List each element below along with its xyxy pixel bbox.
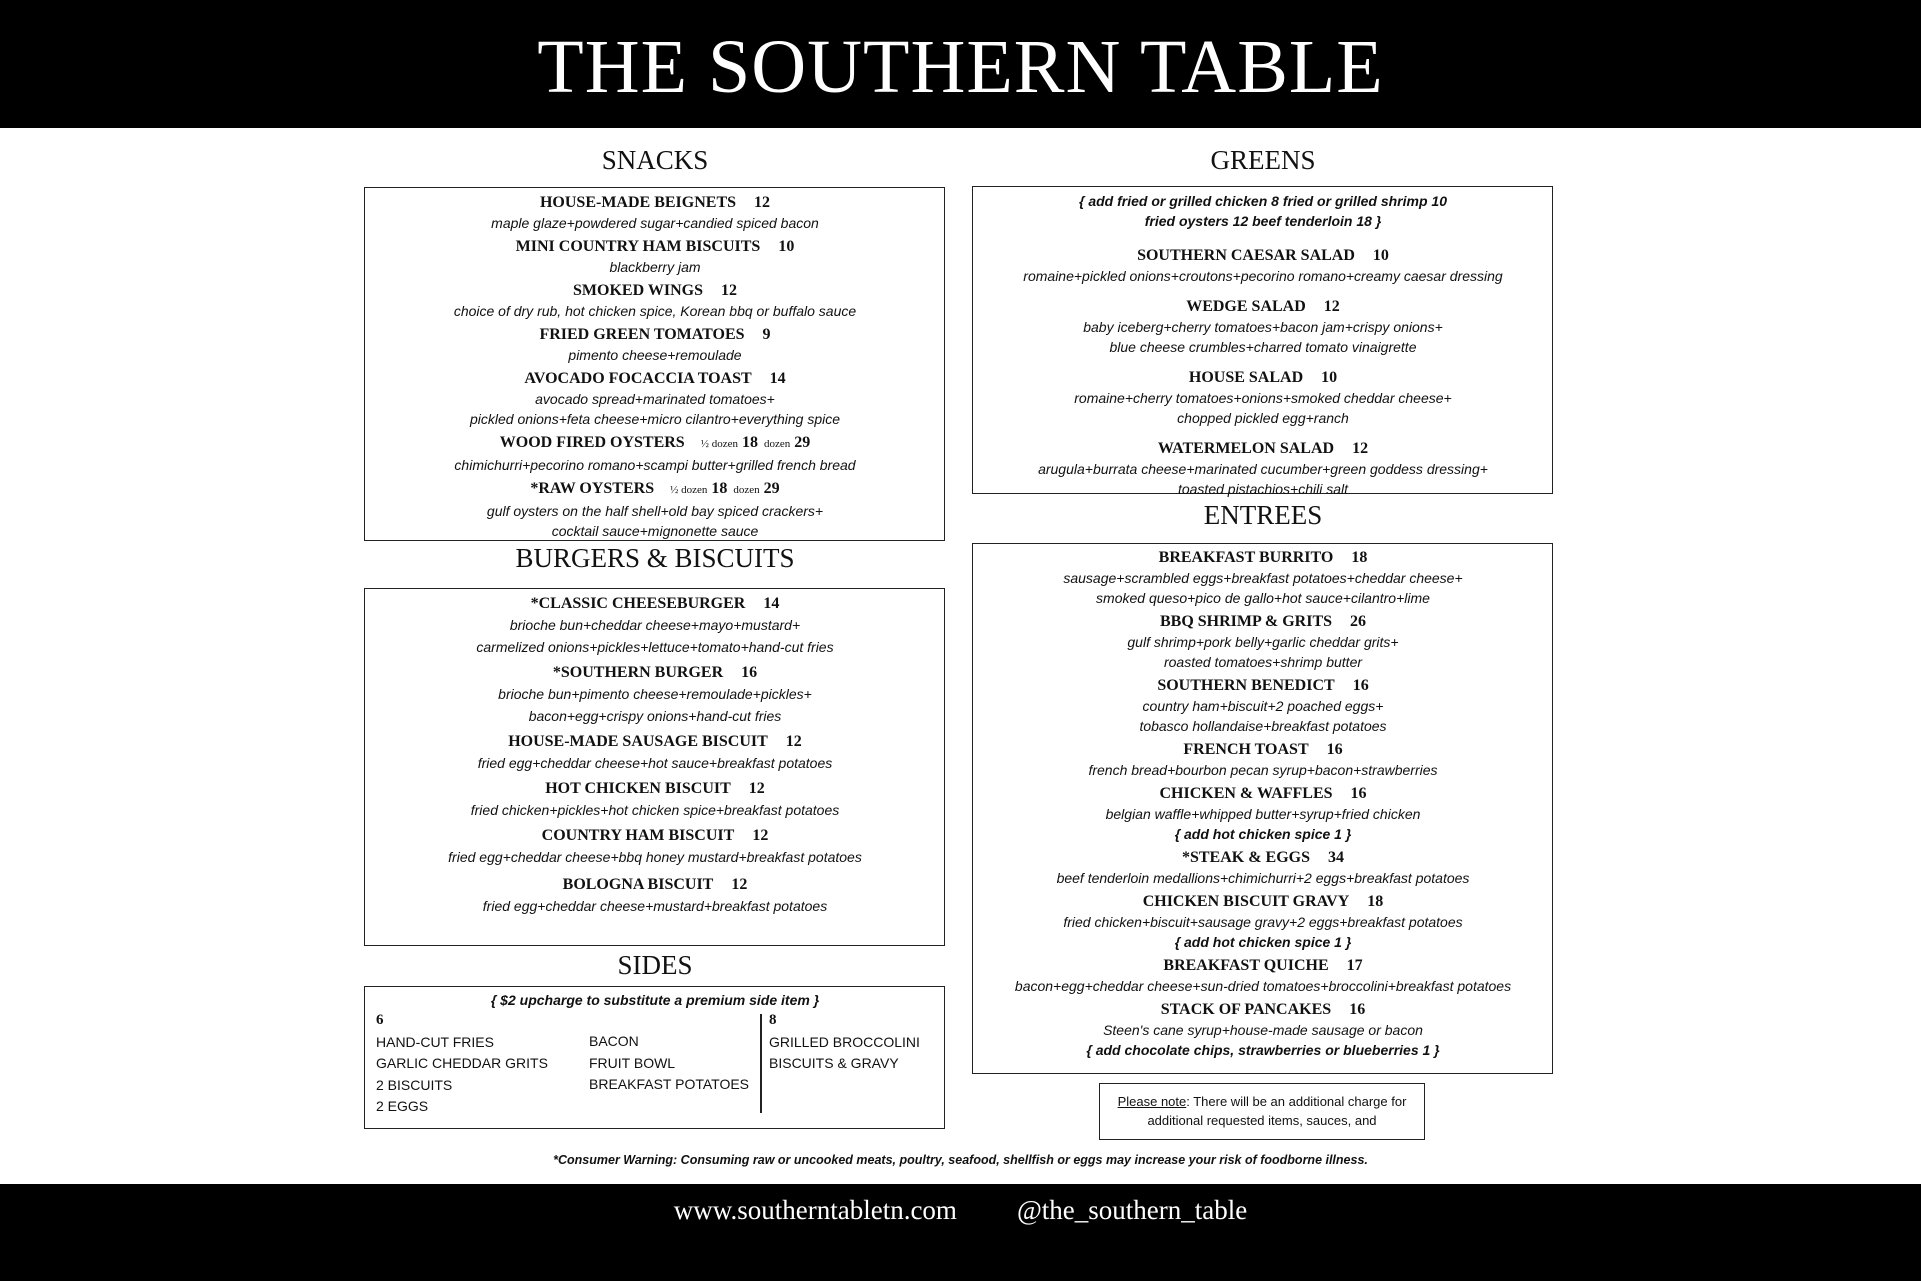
- menu-item-name: *RAW OYSTERS: [530, 480, 655, 497]
- burgers-list: [365, 593, 945, 920]
- menu-item-title: [973, 438, 1553, 459]
- menu-item-title: [973, 296, 1553, 317]
- burgers-title: BURGERS & BISCUITS: [515, 543, 795, 573]
- menu-item-name: *SOUTHERN BURGER: [552, 664, 724, 681]
- menu-item-description: carmelized onions+pickles+lettuce+tomato+hand-cut fries: [476, 639, 834, 655]
- menu-item-title: [365, 324, 945, 345]
- menu-item-name: AVOCADO FOCACCIA TOAST: [524, 370, 752, 387]
- please-note-label: Please note: [1117, 1094, 1187, 1109]
- menu-item-title: [973, 611, 1553, 632]
- menu-item-description: avocado spread+marinated tomatoes+: [535, 391, 775, 407]
- menu-item-name: CHICKEN & WAFFLES: [1159, 785, 1333, 802]
- side-item: BISCUITS & GRAVY: [769, 1055, 899, 1071]
- menu-item-name: CHICKEN BISCUIT GRAVY: [1142, 893, 1350, 910]
- menu-item-price: 12: [748, 780, 765, 797]
- sides-upcharge-note: { $2 upcharge to substitute a premium side item }: [490, 992, 820, 1008]
- side-item: 2 EGGS: [376, 1098, 429, 1114]
- sides-col-8: [769, 1010, 920, 1075]
- menu-item-name: HOUSE SALAD: [1188, 369, 1304, 386]
- menu-item-description: brioche bun+cheddar cheese+mayo+mustard+: [509, 617, 801, 633]
- side-item: GARLIC CHEDDAR GRITS: [376, 1055, 548, 1071]
- menu-item-description: gulf shrimp+pork belly+garlic cheddar grits+: [1127, 634, 1399, 650]
- greens-list: [973, 191, 1553, 502]
- menu-item-title: [365, 236, 945, 257]
- menu-item-description: Steen's cane syrup+house-made sausage or bacon: [1103, 1022, 1423, 1038]
- menu-item-title: [973, 783, 1553, 804]
- menu-item-title: [973, 847, 1553, 868]
- sides-price-6: 6: [376, 1012, 384, 1028]
- menu-item: [973, 438, 1553, 499]
- menu-item-price: 12: [1323, 298, 1340, 315]
- menu-item-description: smoked queso+pico de gallo+hot sauce+cilantro+lime: [1096, 590, 1430, 606]
- menu-item-description: pimento cheese+remoulade: [568, 347, 742, 363]
- menu-item: [973, 675, 1553, 736]
- menu-item-price: 12: [754, 194, 771, 211]
- menu-item: [973, 783, 1553, 844]
- menu-item-title: [365, 368, 945, 389]
- menu-item-price: 16: [1326, 741, 1343, 758]
- menu-item: [365, 731, 945, 774]
- please-note-text-1: : There will be an additional charge for: [1186, 1094, 1407, 1109]
- menu-item: [973, 367, 1553, 428]
- please-note-text-2: additional requested items, sauces, and: [1147, 1113, 1377, 1128]
- menu-item-price: 16: [741, 664, 758, 681]
- sides-col-6b: [589, 1031, 749, 1096]
- menu-item-title: [973, 245, 1553, 266]
- menu-item-description: baby iceberg+cherry tomatoes+bacon jam+crispy onions+: [1083, 319, 1443, 335]
- menu-item-name: SOUTHERN BENEDICT: [1157, 677, 1335, 694]
- menu-item-title: [365, 478, 945, 501]
- menu-item: [365, 368, 945, 429]
- menu-item-price: 12: [720, 282, 737, 299]
- menu-item-name: STACK OF PANCAKES: [1160, 1001, 1332, 1018]
- menu-item-title: [365, 874, 945, 895]
- menu-item-name: BOLOGNA BISCUIT: [562, 876, 714, 893]
- menu-item-price: 16: [1349, 1001, 1366, 1018]
- dozen-label: dozen: [763, 438, 791, 450]
- menu-item-price: 16: [1350, 785, 1367, 802]
- menu-item: [365, 593, 945, 658]
- menu-item: [973, 999, 1553, 1060]
- menu-item-price: 10: [778, 238, 795, 255]
- menu-item-price: 10: [1372, 247, 1389, 264]
- menu-item-title: [365, 432, 945, 455]
- snacks-title: SNACKS: [601, 145, 709, 175]
- menu-item-name: FRENCH TOAST: [1183, 741, 1309, 758]
- snacks-list: [365, 192, 945, 544]
- menu-item-price: 12: [752, 827, 769, 844]
- menu-item-title: [365, 280, 945, 301]
- menu-item-addon: { add hot chicken spice 1 }: [1174, 826, 1352, 842]
- menu-item-price: 14: [769, 370, 786, 387]
- menu-item: [365, 236, 945, 277]
- side-item: BACON: [589, 1033, 639, 1049]
- menu-item: [973, 611, 1553, 672]
- menu-item-price: 26: [1350, 613, 1367, 630]
- menu-item-name: MINI COUNTRY HAM BISCUITS: [515, 238, 761, 255]
- menu-item-description: sausage+scrambled eggs+breakfast potatoes+cheddar cheese+: [1063, 570, 1463, 586]
- menu-item-addon: { add chocolate chips, strawberries or blueberries 1 }: [1086, 1042, 1440, 1058]
- sides-title: SIDES: [617, 950, 693, 980]
- menu-item: [365, 778, 945, 821]
- menu-item-name: SOUTHERN CAESAR SALAD: [1137, 247, 1355, 264]
- menu-item-price: 18: [1351, 549, 1368, 566]
- footer-banner: [0, 1184, 1921, 1281]
- menu-item-title: [365, 593, 945, 614]
- menu-item-price: 12: [785, 733, 802, 750]
- restaurant-title: THE SOUTHERN TABLE: [537, 24, 1384, 109]
- sides-divider: [760, 1014, 762, 1113]
- sides-note: [365, 990, 945, 1010]
- menu-item-price: 9: [762, 326, 771, 343]
- website-link[interactable]: www.southerntabletn.com: [673, 1195, 957, 1225]
- menu-item-price: 18: [1367, 893, 1384, 910]
- menu-item-price: 10: [1321, 369, 1338, 386]
- side-item: GRILLED BROCCOLINI: [769, 1033, 920, 1050]
- menu-item-title: [973, 367, 1553, 388]
- greens-title: GREENS: [1210, 145, 1316, 175]
- menu-item-name: HOUSE-MADE SAUSAGE BISCUIT: [508, 733, 768, 750]
- menu-item-description: chimichurri+pecorino romano+scampi butter+grilled french bread: [454, 457, 856, 473]
- menu-item-description: choice of dry rub, hot chicken spice, Korean bbq or buffalo sauce: [453, 303, 857, 319]
- half-dozen-price: 18: [741, 434, 758, 451]
- entrees-list: [973, 547, 1553, 1063]
- menu-item-name: WATERMELON SALAD: [1157, 440, 1335, 457]
- menu-item-title: [973, 675, 1553, 696]
- menu-item-title: [973, 547, 1553, 568]
- menu-item: [365, 192, 945, 233]
- menu-item: [973, 955, 1553, 996]
- menu-item: [365, 324, 945, 365]
- menu-item-name: BREAKFAST BURRITO: [1158, 549, 1334, 566]
- menu-item-oysters: [365, 432, 945, 475]
- menu-item-description: brioche bun+pimento cheese+remoulade+pickles+: [498, 686, 812, 702]
- half-dozen-label: ½ dozen: [700, 438, 738, 450]
- side-item: BREAKFAST POTATOES: [589, 1076, 750, 1092]
- menu-item-title: [973, 999, 1553, 1020]
- menu-item-title: [365, 778, 945, 799]
- menu-item-price: 12: [731, 876, 748, 893]
- menu-item: [365, 662, 945, 727]
- sides-price-8: 8: [769, 1012, 777, 1028]
- menu-item-description: fried chicken+pickles+hot chicken spice+breakfast potatoes: [470, 802, 840, 818]
- menu-item: [973, 245, 1553, 286]
- half-dozen-price: 18: [711, 480, 728, 497]
- menu-item-title: [365, 825, 945, 846]
- menu-item-name: FRIED GREEN TOMATOES: [539, 326, 745, 343]
- menu-item-description: arugula+burrata cheese+marinated cucumber+green goddess dressing+: [1038, 461, 1488, 477]
- menu-item-description: pickled onions+feta cheese+micro cilantro+everything spice: [469, 411, 841, 427]
- menu-item-name: SMOKED WINGS: [573, 282, 703, 299]
- menu-item-description: romaine+cherry tomatoes+onions+smoked cheddar cheese+: [1074, 390, 1452, 406]
- menu-item-description: beef tenderloin medallions+chimichurri+2 eggs+breakfast potatoes: [1056, 870, 1470, 886]
- menu-item-description: roasted tomatoes+shrimp butter: [1163, 654, 1363, 670]
- menu-item-description: fried egg+cheddar cheese+mustard+breakfast potatoes: [482, 898, 828, 914]
- entrees-title: ENTREES: [1203, 500, 1323, 530]
- menu-item: [973, 847, 1553, 888]
- dozen-label: dozen: [733, 484, 760, 496]
- menu-item-title: [365, 662, 945, 683]
- menu-item-name: WOOD FIRED OYSTERS: [499, 434, 685, 451]
- menu-item-addon: { add hot chicken spice 1 }: [1174, 934, 1352, 950]
- menu-item-description: gulf oysters on the half shell+old bay spiced crackers+: [486, 503, 824, 519]
- menu-item-description: blackberry jam: [609, 259, 701, 275]
- menu-item-title: [973, 955, 1553, 976]
- menu-item: [365, 874, 945, 917]
- menu-item-name: HOT CHICKEN BISCUIT: [545, 780, 731, 797]
- dozen-price: 29: [763, 480, 780, 497]
- menu-item-name: WEDGE SALAD: [1186, 298, 1306, 315]
- menu-item-price: 17: [1346, 957, 1363, 974]
- menu-item-price: 34: [1328, 849, 1345, 866]
- menu-item-description: french bread+bourbon pecan syrup+bacon+strawberries: [1088, 762, 1438, 778]
- menu-item-description: fried chicken+biscuit+sausage gravy+2 eggs+breakfast potatoes: [1063, 914, 1463, 930]
- greens-addon-line: fried oysters 12 beef tenderloin 18 }: [1144, 213, 1382, 229]
- menu-item-title: [365, 731, 945, 752]
- menu-item-description: belgian waffle+whipped butter+syrup+fried chicken: [1105, 806, 1421, 822]
- menu-item-price: 14: [763, 595, 780, 612]
- social-handle[interactable]: @the_southern_table: [1016, 1195, 1248, 1225]
- header-banner: [0, 0, 1921, 128]
- menu-item: [973, 296, 1553, 357]
- menu-item-description: tobasco hollandaise+breakfast potatoes: [1139, 718, 1387, 734]
- menu-item-description: cocktail sauce+mignonette sauce: [551, 523, 759, 539]
- side-item: HAND-CUT FRIES: [376, 1033, 494, 1050]
- side-item: FRUIT BOWL: [589, 1054, 676, 1071]
- menu-item-description: fried egg+cheddar cheese+bbq honey mustard+breakfast potatoes: [448, 849, 862, 865]
- menu-item-description: blue cheese crumbles+charred tomato vinaigrette: [1109, 339, 1417, 355]
- sides-col-6: [376, 1010, 548, 1118]
- menu-item-name: BREAKFAST QUICHE: [1163, 957, 1329, 974]
- side-item: 2 BISCUITS: [376, 1076, 453, 1093]
- menu-item-description: romaine+pickled onions+croutons+pecorino romano+creamy caesar dressing: [1023, 268, 1503, 284]
- menu-item-name: HOUSE-MADE BEIGNETS: [539, 194, 737, 211]
- menu-item-name: COUNTRY HAM BISCUIT: [541, 827, 735, 844]
- menu-item-name: *CLASSIC CHEESEBURGER: [530, 595, 746, 612]
- menu-item-description: country ham+biscuit+2 poached eggs+: [1142, 698, 1384, 714]
- dozen-price: 29: [794, 434, 811, 451]
- please-note-box: [1099, 1083, 1425, 1140]
- menu-item-oysters: [365, 478, 945, 541]
- menu-item: [973, 891, 1553, 952]
- menu-item-title: [365, 192, 945, 213]
- half-dozen-label: ½ dozen: [670, 484, 708, 496]
- menu-item: [365, 280, 945, 321]
- menu-item-description: maple glaze+powdered sugar+candied spiced bacon: [491, 215, 819, 231]
- menu-item: [365, 825, 945, 868]
- menu-item-price: 16: [1352, 677, 1369, 694]
- menu-item-title: [973, 739, 1553, 760]
- menu-item-description: toasted pistachios+chili salt: [1177, 481, 1349, 497]
- menu-item: [973, 547, 1553, 608]
- menu-item-description: bacon+egg+cheddar cheese+sun-dried tomatoes+broccolini+breakfast potatoes: [1014, 978, 1512, 994]
- menu-item-name: BBQ SHRIMP & GRITS: [1159, 613, 1333, 630]
- menu-item: [973, 739, 1553, 780]
- menu-item-description: chopped pickled egg+ranch: [1177, 410, 1349, 426]
- menu-item-description: fried egg+cheddar cheese+hot sauce+breakfast potatoes: [477, 755, 833, 771]
- menu-item-title: [973, 891, 1553, 912]
- menu-item-description: bacon+egg+crispy onions+hand-cut fries: [528, 708, 782, 724]
- greens-addon-line: { add fried or grilled chicken 8 fried or grilled shrimp 10: [1079, 193, 1447, 209]
- consumer-warning: *Consumer Warning: Consuming raw or uncooked meats, poultry, seafood, shellfish or eggs may increase your risk of foodborne illness.: [553, 1153, 1368, 1167]
- menu-item-price: 12: [1352, 440, 1369, 457]
- menu-item-name: *STEAK & EGGS: [1181, 849, 1311, 866]
